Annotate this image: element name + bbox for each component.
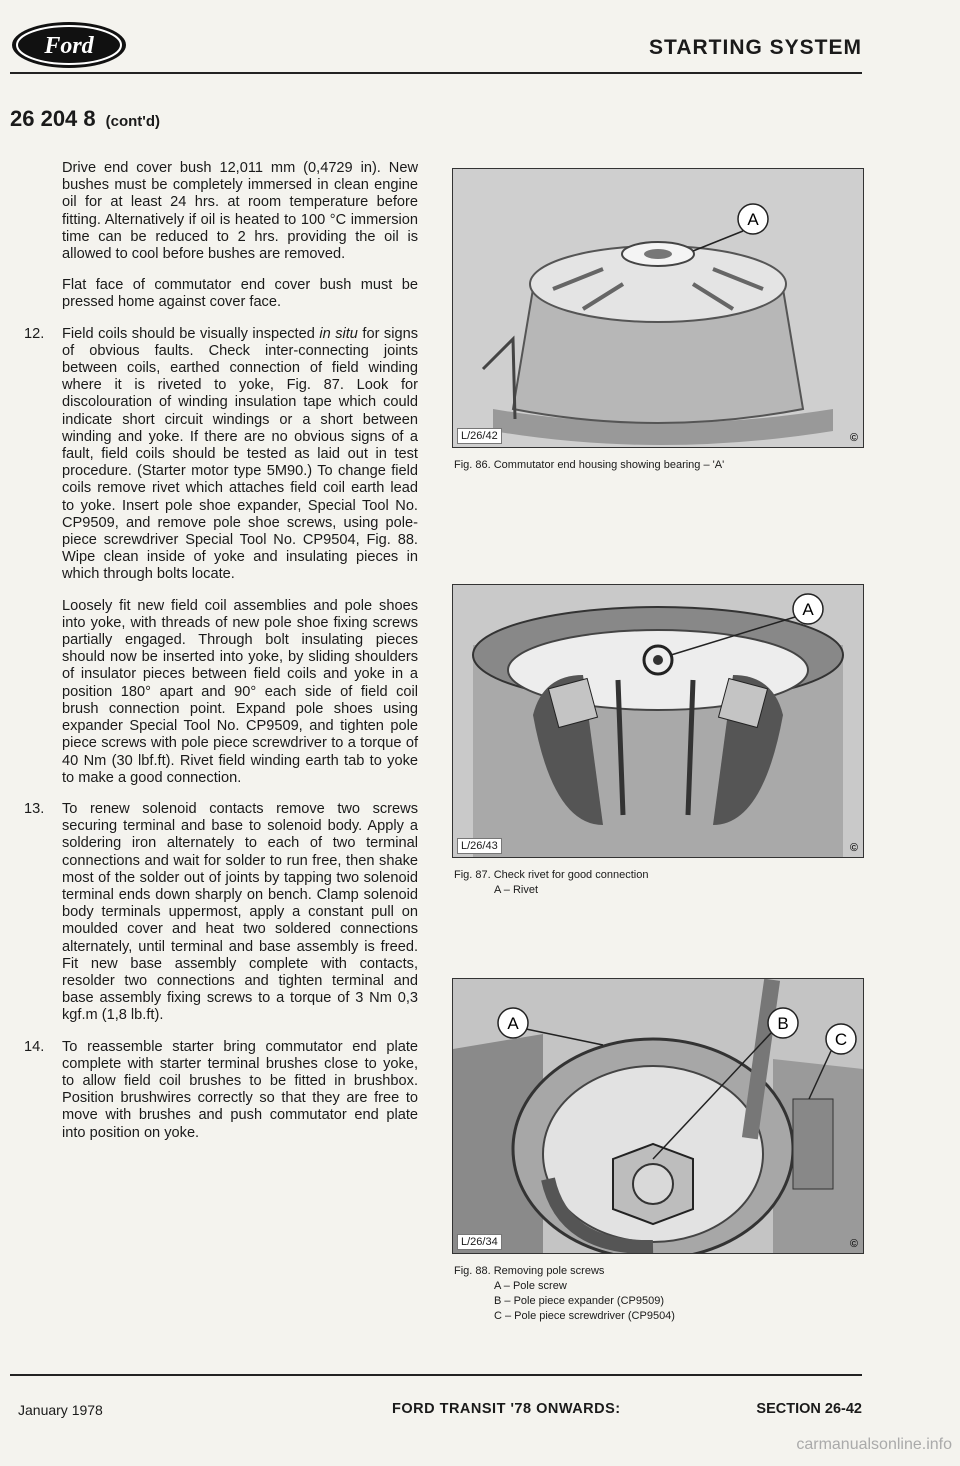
figure-87-caption: Fig. 87. Check rivet for good connection A – Rivet bbox=[452, 868, 862, 898]
section-code bbox=[10, 106, 160, 132]
header-rule bbox=[10, 72, 862, 74]
section-number: 26 204 8 bbox=[10, 106, 96, 131]
paragraph-14 bbox=[24, 1039, 418, 1142]
ford-mark: © bbox=[849, 432, 858, 444]
caption-item: A – Rivet bbox=[494, 884, 539, 896]
paragraph-bush bbox=[24, 160, 418, 263]
figure-86-photo bbox=[452, 168, 864, 448]
callout-c: C bbox=[834, 1030, 848, 1049]
figure-ref: L/26/42 bbox=[457, 428, 502, 444]
paragraph-text: To reassemble starter bring commutator end plate complete with starter terminal brushes close to yoke, to allow field coil brushes to be fitted in brushbox. Position brushwires correctly so that they are free to move with brushes and push commutator end plate into position on yoke. bbox=[62, 1038, 418, 1141]
paragraph-text: To renew solenoid contacts remove two screws securing terminal and base to solenoid body. Apply a soldering iron alternately to each of two terminal connections and wait for solder to run free, then shake most of the solder out of joints by tapping two solenoid terminal ends down sharply on bench. Clamp solenoid body terminals uppermost, apply a constant pull on moulded cover and heat two soldered connections alternately, until terminal and base assembly is freed. Fit new base assembly complete with contacts, resolder two connections and tighten terminal and base assembly fixing screws to a torque of 3 Nm 0,3 kgf.m (1,8 lb.ft). bbox=[62, 800, 418, 1024]
figure-88 bbox=[452, 978, 862, 1324]
ford-mark: © bbox=[849, 1238, 858, 1250]
paragraph-text: Drive end cover bush 12,011 mm (0,4729 in). New bushes must be completely immersed in clean engine oil for at least 24 hrs. at room temperature before fitting. Alternatively if oil is heated to 100 °C immersion time can be reduced to 2 hrs. providing the oil is allowed to cool before bushes are removed. bbox=[62, 160, 418, 263]
callout-a: A bbox=[507, 1014, 519, 1033]
footer-date: January 1978 bbox=[18, 1402, 103, 1418]
figure-87 bbox=[452, 584, 862, 898]
step-number: 14. bbox=[24, 1038, 45, 1055]
figure-ref: L/26/34 bbox=[457, 1234, 502, 1250]
footer-rule bbox=[10, 1374, 862, 1376]
caption-item: A – Pole screw bbox=[494, 1280, 567, 1292]
ford-logo bbox=[10, 20, 128, 70]
paragraph-13 bbox=[24, 801, 418, 1025]
figure-86-caption: Fig. 86. Commutator end housing showing bearing – 'A' bbox=[454, 459, 725, 471]
callout-a: A bbox=[747, 210, 759, 229]
step-number: 13. bbox=[24, 800, 45, 817]
figure-86 bbox=[452, 168, 862, 473]
paragraph-12: 12. Field coils should be visually inspected in situ for signs of obvious faults. Check inter-connecting joints between coils, earthed connection of field winding where it is riveted to yoke, Fig. 87. Look for discolouration of winding insulation tape which could indicate short circuit windings or a short between winding and yoke. If there are no obvious signs of a fault, field coils should be tested as laid out in test procedure. (Starter motor type 5M90.) To change field coils remove rivet which attaches field coil earth lead to yoke. Insert pole shoe expander, Special Tool No. CP9509, and remove pole shoe screws, using pole-piece screwdriver Special Tool No. CP9504, Fig. 88. Wipe clean inside of yoke and insulating pieces in which through bolts locate. bbox=[24, 325, 418, 583]
page-title: STARTING SYSTEM bbox=[649, 36, 862, 59]
footer-section-number: SECTION 26-42 bbox=[756, 1401, 862, 1417]
caption-item: C – Pole piece screwdriver (CP9504) bbox=[494, 1310, 675, 1322]
section-continued: (cont'd) bbox=[105, 113, 161, 130]
paragraph-flat-face bbox=[24, 277, 418, 311]
watermark: carmanualsonline.info bbox=[796, 1436, 952, 1453]
figure-88-caption: Fig. 88. Removing pole screws A – Pole screw B – Pole piece expander (CP9509) C – Pole piece screwdriver (CP9504) bbox=[452, 1264, 862, 1324]
logo-text: Ford bbox=[44, 33, 94, 59]
ford-mark: © bbox=[849, 842, 858, 854]
callout-a: A bbox=[802, 600, 814, 619]
callout-b: B bbox=[777, 1014, 789, 1033]
caption-item: B – Pole piece expander (CP9509) bbox=[494, 1295, 664, 1307]
paragraph-text: Loosely fit new field coil assemblies and pole shoes into yoke, with threads of new pole shoe fixing screws partially engaged. Through bolt insulating pieces should now be inserted into yoke, by sliding shoulders of insulator pieces between field coils and yoke in a position 180° apart and 90° each side of field coil brush connection point. Expand pole shoes using expander Special Tool No. CP9509, and tighten pole piece screws with pole piece screwdriver to a torque of 40 Nm (30 lbf.ft). Rivet field winding earth tab to yoke to make a good connection. bbox=[62, 597, 418, 786]
instructions-column bbox=[24, 160, 418, 1156]
figure-87-photo bbox=[452, 584, 864, 858]
paragraph-loosely-fit bbox=[24, 598, 418, 787]
figure-88-photo bbox=[452, 978, 864, 1254]
paragraph-text: Flat face of commutator end cover bush must be pressed home against cover face. bbox=[62, 277, 418, 311]
footer-manual-title: FORD TRANSIT '78 ONWARDS: bbox=[392, 1401, 621, 1417]
step-number: 12. bbox=[24, 325, 45, 342]
figure-ref: L/26/43 bbox=[457, 838, 502, 854]
